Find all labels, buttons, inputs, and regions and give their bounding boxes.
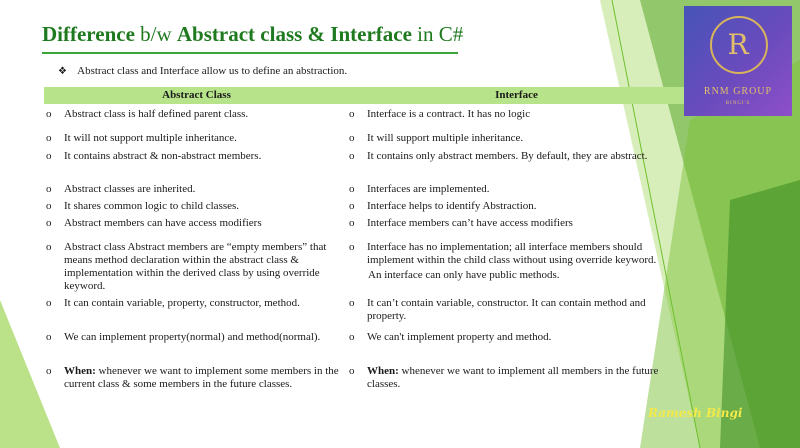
header-abstract-class: Abstract Class (162, 89, 231, 101)
logo-letter: R (727, 28, 749, 61)
when-label: When: (367, 365, 399, 377)
intro-line (58, 65, 347, 77)
circle-bullet-icon: o (349, 331, 355, 343)
author-signature: Ramesh Bingi (648, 406, 743, 420)
circle-bullet-icon: o (46, 132, 52, 144)
circle-bullet-icon: o (46, 200, 52, 212)
row-right-7-extra: An interface can only have public methods. (368, 269, 560, 281)
logo-name: RNM GROUP (703, 86, 773, 97)
circle-bullet-icon: o (46, 217, 52, 229)
circle-bullet-icon: o (46, 241, 52, 253)
circle-bullet-icon: o (349, 183, 355, 195)
circle-bullet-icon: o (349, 365, 355, 377)
when-label: When: (64, 365, 96, 377)
circle-bullet-icon: o (349, 297, 355, 309)
circle-bullet-icon: o (349, 108, 355, 120)
diamond-bullet-icon: ❖ (58, 66, 67, 77)
page-title: Difference b/w Abstract class & Interface in C# (42, 22, 464, 46)
circle-bullet-icon: o (349, 150, 355, 162)
logo-subtitle: BINGI'S (725, 101, 751, 106)
circle-bullet-icon: o (349, 132, 355, 144)
circle-bullet-icon: o (349, 217, 355, 229)
circle-bullet-icon: o (46, 150, 52, 162)
circle-bullet-icon: o (46, 183, 52, 195)
title-underline (42, 52, 458, 54)
circle-bullet-icon: o (46, 108, 52, 120)
circle-bullet-icon: o (46, 297, 52, 309)
circle-bullet-icon: o (349, 200, 355, 212)
circle-bullet-icon: o (46, 331, 52, 343)
header-interface: Interface (495, 89, 538, 101)
rnm-group-logo (684, 6, 792, 116)
table-header (44, 87, 684, 104)
intro-text: Abstract class and Interface allow us to define an abstraction. (77, 65, 348, 77)
circle-bullet-icon: o (46, 365, 52, 377)
circle-bullet-icon: o (349, 241, 355, 253)
